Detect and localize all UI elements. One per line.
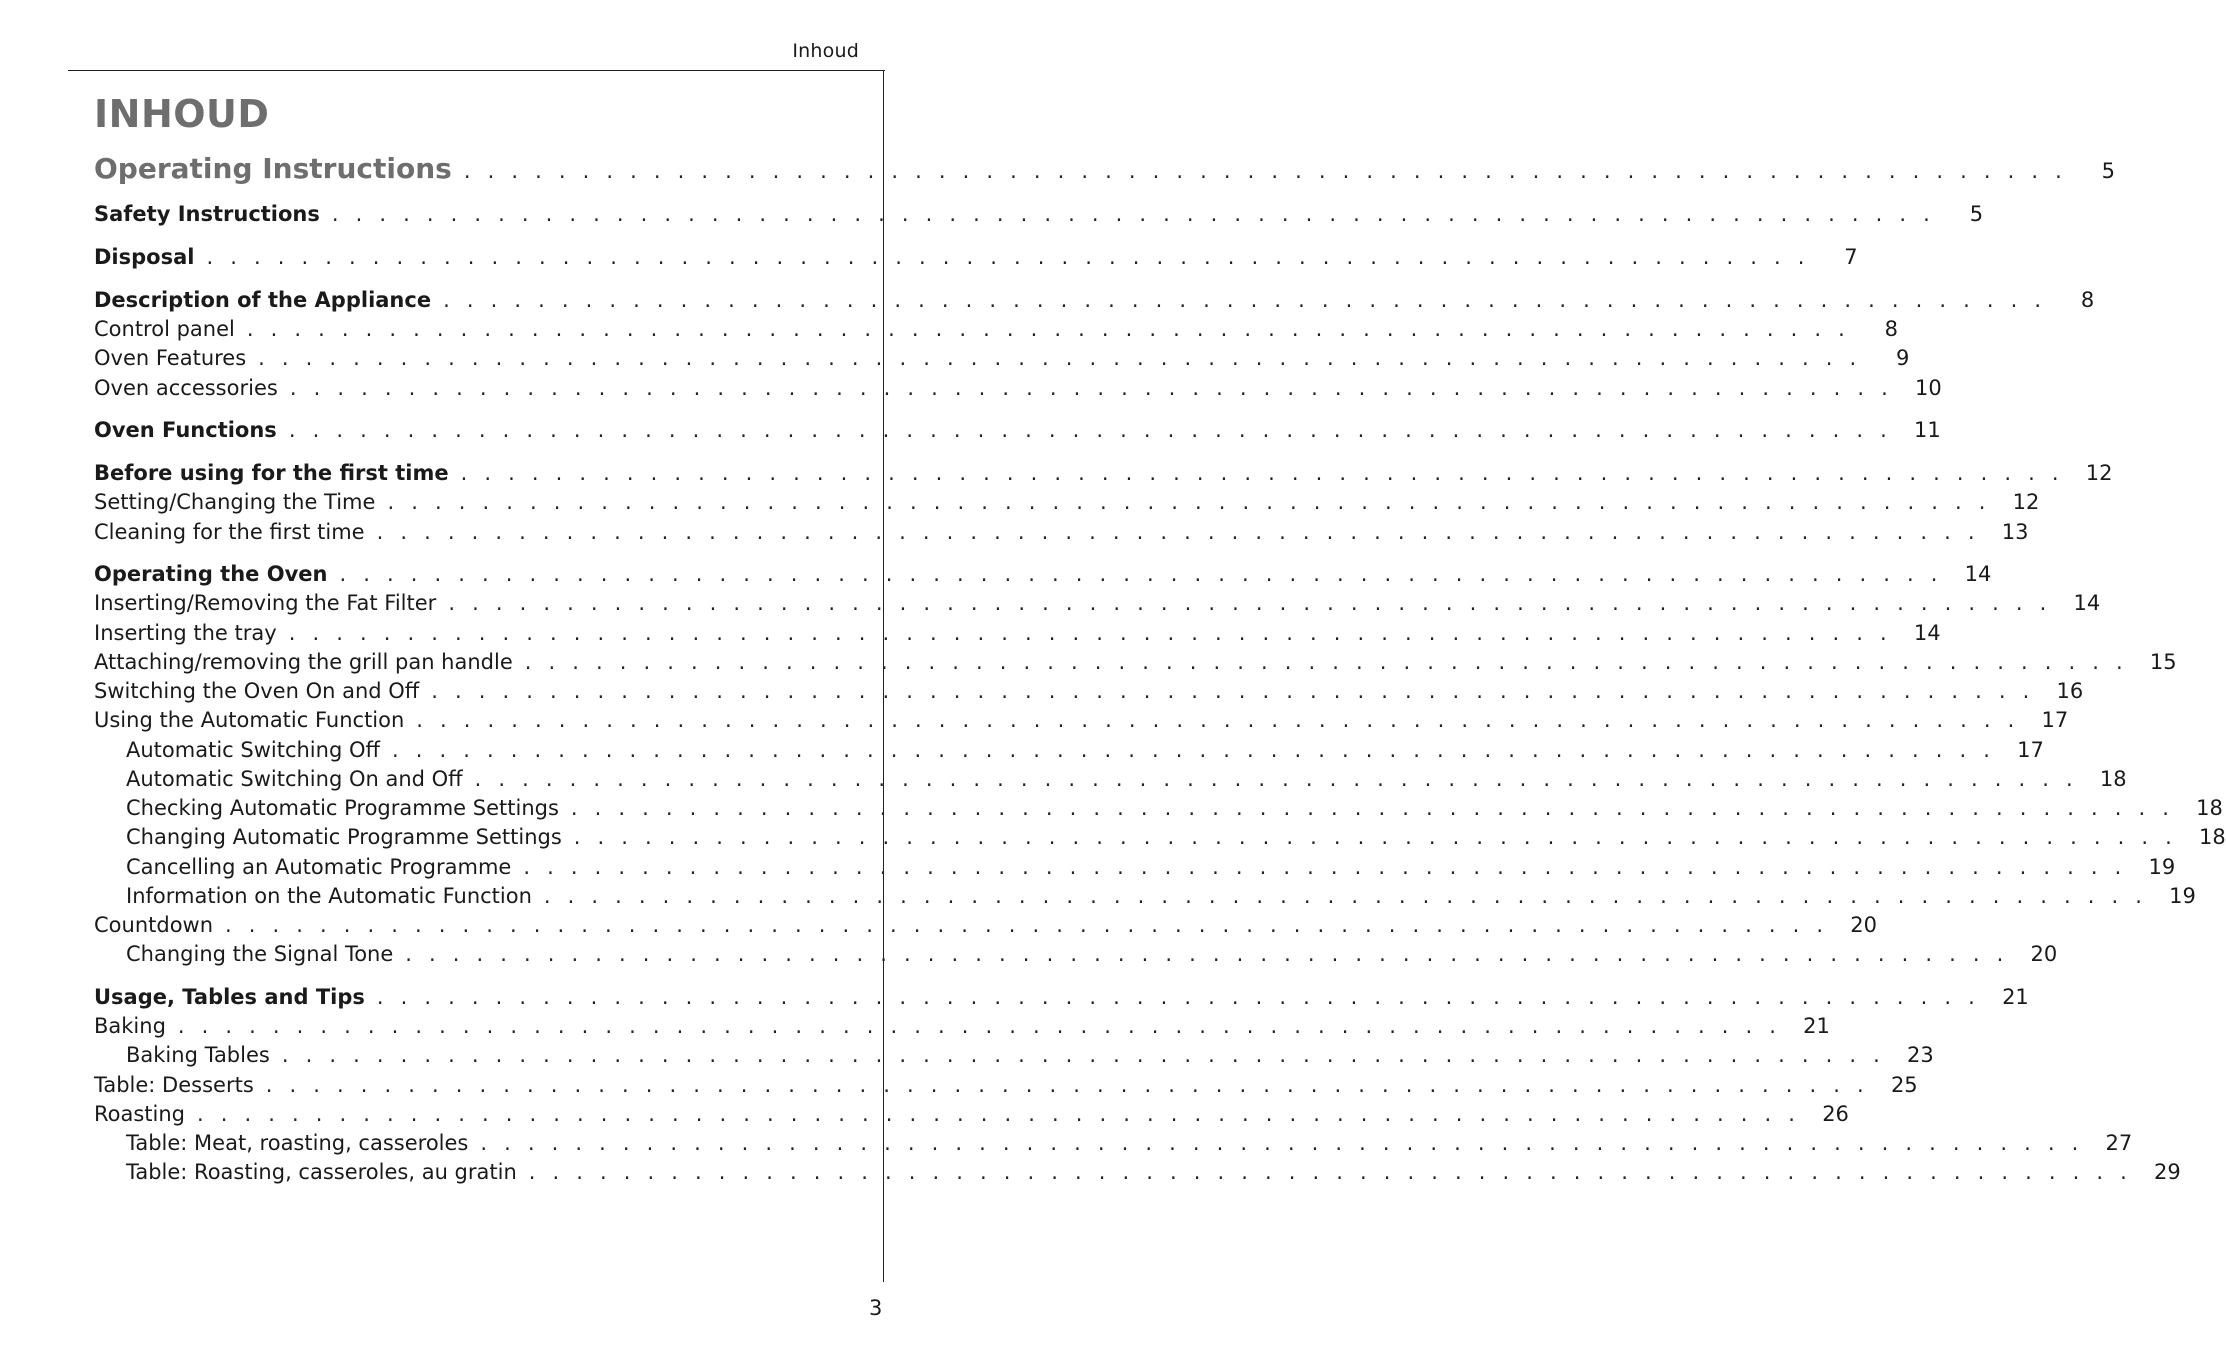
toc-entry[interactable] [94, 679, 2084, 709]
toc-entry[interactable] [94, 346, 1910, 376]
toc-entry[interactable] [126, 884, 2196, 914]
dot-leader: . . . . . . . . . . . . . . . . . . . . . . . . . . . . . . . . . . . . . . . . . . . . . . . . . . . . . . . . . . . . . . . . . . . . [460, 461, 2064, 485]
toc-entry-label: Automatic Switching On and Off [126, 767, 463, 791]
toc-entry-page: 23 [1907, 1043, 1934, 1067]
toc-entry-page: 18 [2196, 796, 2223, 820]
toc-entry[interactable] [126, 767, 2127, 797]
toc-entry[interactable] [126, 1043, 1934, 1073]
toc-entry-label: Inserting the tray [94, 621, 277, 645]
toc-entry[interactable] [94, 1014, 1830, 1044]
toc-entry-label: Changing Automatic Programme Settings [126, 825, 562, 849]
toc-entry-label: Attaching/removing the grill pan handle [94, 650, 513, 674]
toc-entry-label: Baking [94, 1014, 166, 1038]
toc-entry-page: 10 [1914, 376, 1942, 400]
toc-entry-page: 27 [2105, 1131, 2133, 1155]
toc-entry-page: 20 [1850, 913, 1877, 937]
toc-entry-label: Before using for the first time [94, 461, 449, 485]
dot-leader: . . . . . . . . . . . . . . . . . . . . . . . . . . . . . . . . . . . . . . . . . . . . . . . . . . . . . . . . . . . . . . . . . . . . [258, 346, 1862, 370]
dot-leader: . . . . . . . . . . . . . . . . . . . . . . . . . . . . . . . . . . . . . . . . . . . . . . . . . . . . . . . . . . . . . . . . . . . . [206, 245, 1810, 269]
toc-entry-page: 11 [1913, 418, 1941, 442]
toc-entry-label: Baking Tables [126, 1043, 270, 1067]
toc-entry-page: 12 [2012, 490, 2040, 514]
header-rule [68, 70, 885, 71]
toc-entry-page: 20 [2030, 942, 2058, 966]
dot-leader: . . . . . . . . . . . . . . . . . . . . . . . . . . . . . . . . . . . . . . . . . . . . . . . . . . . . . . . . . . . . . . . . . . . . [288, 418, 1892, 442]
toc-entry-page: 14 [1964, 562, 1992, 586]
toc-entry-label: Countdown [94, 913, 214, 937]
toc-entry[interactable] [94, 708, 2069, 738]
toc-entry-label: Table: Roasting, casseroles, au gratin [126, 1160, 517, 1184]
toc-entry[interactable] [94, 317, 1899, 347]
toc-entry-page: 26 [1822, 1102, 1849, 1126]
toc-entry-page: 15 [2149, 650, 2177, 674]
dot-leader: . . . . . . . . . . . . . . . . . . . . . . . . . . . . . . . . . . . . . . . . . . . . . . . . . . . . . . . . . . . . . . . . . . . . [281, 1043, 1886, 1067]
toc-entry-page: 12 [2085, 461, 2113, 485]
toc-entry-page: 14 [1913, 621, 1941, 645]
toc-entry[interactable] [126, 1160, 2181, 1190]
toc-entry[interactable] [126, 1131, 2133, 1161]
toc-entry[interactable] [126, 825, 2226, 855]
toc-entry-label: Setting/Changing the Time [94, 490, 376, 514]
toc-entry-page: 9 [1895, 346, 1910, 370]
toc-entry-label: Oven accessories [94, 376, 278, 400]
dot-leader: . . . . . . . . . . . . . . . . . . . . . . . . . . . . . . . . . . . . . . . . . . . . . . . . . . . . . . . . . . . . . . . . . . . . [448, 591, 2052, 615]
toc-entry-page: 14 [2073, 591, 2101, 615]
toc-entry-page: 29 [2153, 1160, 2181, 1184]
toc-entry[interactable] [94, 621, 1941, 651]
dot-leader: . . . . . . . . . . . . . . . . . . . . . . . . . . . . . . . . . . . . . . . . . . . . . . . . . . . . . . . . . . . . . . . . . . . . [331, 202, 1936, 226]
dot-leader: . . . . . . . . . . . . . . . . . . . . . . . . . . . . . . . . . . . . . . . . . . . . . . . . . . . . . . . . . . . . . . . . . . . . [376, 520, 1980, 544]
toc-entry-label: Oven Features [94, 346, 247, 370]
toc-entry[interactable] [94, 288, 2095, 318]
toc-entry-label: Table: Desserts [94, 1073, 254, 1097]
dot-leader: . . . . . . . . . . . . . . . . . . . . . . . . . . . . . . . . . . . . . . . . . . . . . . . . . . . . . . . . . . . . . . . . . . . . [480, 1131, 2084, 1155]
toc-entry-page: 13 [2001, 520, 2029, 544]
toc-entry[interactable] [94, 1102, 1849, 1132]
toc-entry[interactable] [94, 202, 1984, 232]
dot-leader: . . . . . . . . . . . . . . . . . . . . . . . . . . . . . . . . . . . . . . . . . . . . . . . . . . . . . . . . . . . . . . . . . . . . [543, 884, 2148, 908]
toc-entry-label: Oven Functions [94, 418, 277, 442]
toc-entry-label: Cancelling an Automatic Programme [126, 855, 512, 879]
running-header: Inhoud [792, 40, 859, 62]
dot-leader: . . . . . . . . . . . . . . . . . . . . . . . . . . . . . . . . . . . . . . . . . . . . . . . . . . . . . . . . . . . . . . . . . . . . [573, 825, 2177, 849]
dot-leader: . . . . . . . . . . . . . . . . . . . . . . . . . . . . . . . . . . . . . . . . . . . . . . . . . . . . . . . . . . . . . . . . . . . . [528, 1160, 2132, 1184]
dot-leader: . . . . . . . . . . . . . . . . . . . . . . . . . . . . . . . . . . . . . . . . . . . . . . . . . . . . . . . . . . . . . . . . . . . . [197, 1102, 1801, 1126]
toc-entry[interactable] [94, 152, 2115, 192]
toc-entry[interactable] [126, 738, 2044, 768]
toc-entry[interactable] [94, 490, 2040, 520]
toc-entry[interactable] [126, 942, 2058, 972]
page-title: INHOUD [94, 92, 270, 136]
toc-entry-page: 19 [2169, 884, 2196, 908]
toc-entry[interactable] [94, 520, 2029, 550]
toc-entry[interactable] [94, 418, 1941, 448]
dot-leader: . . . . . . . . . . . . . . . . . . . . . . . . . . . . . . . . . . . . . . . . . . . . . . . . . . . . . . . . . . . . . . . . . . . . [474, 767, 2078, 791]
toc-entry-label: Disposal [94, 245, 195, 269]
toc-entry-label: Roasting [94, 1102, 186, 1126]
dot-leader: . . . . . . . . . . . . . . . . . . . . . . . . . . . . . . . . . . . . . . . . . . . . . . . . . . . . . . . . . . . . . . . . . . . . [523, 855, 2127, 879]
toc-entry-label: Operating Instructions [94, 152, 452, 185]
toc-entry-page: 21 [1803, 1014, 1830, 1038]
toc-entry-page: 7 [1844, 245, 1858, 269]
toc-entry-page: 5 [1969, 202, 1984, 226]
toc-entry-label: Safety Instructions [94, 202, 320, 226]
dot-leader: . . . . . . . . . . . . . . . . . . . . . . . . . . . . . . . . . . . . . . . . . . . . . . . . . . . . . . . . . . . . . . . . . . . . [570, 796, 2175, 820]
dot-leader: . . . . . . . . . . . . . . . . . . . . . . . . . . . . . . . . . . . . . . . . . . . . . . . . . . . . . . . . . . . . . . . . . . . . [463, 159, 2067, 183]
toc-entry-label: Control panel [94, 317, 235, 341]
toc-entry[interactable] [126, 855, 2176, 885]
toc-entry-label: Table: Meat, roasting, casseroles [126, 1131, 469, 1155]
toc-entry-label: Switching the Oven On and Off [94, 679, 420, 703]
toc-entry-label: Using the Automatic Function [94, 708, 405, 732]
toc-entry-page: 18 [2099, 767, 2127, 791]
toc-entry-label: Cleaning for the first time [94, 520, 365, 544]
toc-entry-page: 16 [2056, 679, 2084, 703]
dot-leader: . . . . . . . . . . . . . . . . . . . . . . . . . . . . . . . . . . . . . . . . . . . . . . . . . . . . . . . . . . . . . . . . . . . . [225, 913, 1829, 937]
toc-entry-page: 8 [1884, 317, 1899, 341]
toc-entry-label: Inserting/Removing the Fat Filter [94, 591, 437, 615]
toc-entry[interactable] [94, 461, 2113, 491]
toc-entry[interactable] [94, 1073, 1918, 1103]
toc-entry-page: 8 [2080, 288, 2095, 312]
toc-entry-page: 18 [2198, 825, 2226, 849]
toc-entry-label: Changing the Signal Tone [126, 942, 394, 966]
toc-entry-page: 17 [2041, 708, 2069, 732]
dot-leader: . . . . . . . . . . . . . . . . . . . . . . . . . . . . . . . . . . . . . . . . . . . . . . . . . . . . . . . . . . . . . . . . . . . . [443, 288, 2047, 312]
dot-leader: . . . . . . . . . . . . . . . . . . . . . . . . . . . . . . . . . . . . . . . . . . . . . . . . . . . . . . . . . . . . . . . . . . . . [177, 1014, 1782, 1038]
dot-leader: . . . . . . . . . . . . . . . . . . . . . . . . . . . . . . . . . . . . . . . . . . . . . . . . . . . . . . . . . . . . . . . . . . . . [376, 985, 1981, 1009]
dot-leader: . . . . . . . . . . . . . . . . . . . . . . . . . . . . . . . . . . . . . . . . . . . . . . . . . . . . . . . . . . . . . . . . . . . . [387, 490, 1991, 514]
toc-entry-label: Automatic Switching Off [126, 738, 380, 762]
toc-entry-page: 17 [2017, 738, 2044, 762]
toc-entry-label: Checking Automatic Programme Settings [126, 796, 559, 820]
dot-leader: . . . . . . . . . . . . . . . . . . . . . . . . . . . . . . . . . . . . . . . . . . . . . . . . . . . . . . . . . . . . . . . . . . . . [265, 1073, 1869, 1097]
dot-leader: . . . . . . . . . . . . . . . . . . . . . . . . . . . . . . . . . . . . . . . . . . . . . . . . . . . . . . . . . . . . . . . . . . . . [339, 562, 1943, 586]
toc-entry[interactable] [126, 796, 2223, 826]
toc-entry-page: 21 [2002, 985, 2029, 1009]
toc-entry[interactable] [94, 245, 1858, 275]
toc-entry-page: 25 [1890, 1073, 1918, 1097]
dot-leader: . . . . . . . . . . . . . . . . . . . . . . . . . . . . . . . . . . . . . . . . . . . . . . . . . . . . . . . . . . . . . . . . . . . . [288, 621, 1892, 645]
toc-entry[interactable] [94, 562, 1992, 592]
dot-leader: . . . . . . . . . . . . . . . . . . . . . . . . . . . . . . . . . . . . . . . . . . . . . . . . . . . . . . . . . . . . . . . . . . . . [431, 679, 2035, 703]
toc-entry[interactable] [94, 985, 2029, 1015]
dot-leader: . . . . . . . . . . . . . . . . . . . . . . . . . . . . . . . . . . . . . . . . . . . . . . . . . . . . . . . . . . . . . . . . . . . . [246, 317, 1851, 341]
page-number: 3 [869, 1296, 883, 1320]
dot-leader: . . . . . . . . . . . . . . . . . . . . . . . . . . . . . . . . . . . . . . . . . . . . . . . . . . . . . . . . . . . . . . . . . . . . [289, 376, 1893, 400]
toc-entry-label: Operating the Oven [94, 562, 328, 586]
toc-entry[interactable] [94, 591, 2101, 621]
toc-entry[interactable] [94, 913, 1877, 943]
toc-entry[interactable] [94, 650, 2177, 680]
dot-leader: . . . . . . . . . . . . . . . . . . . . . . . . . . . . . . . . . . . . . . . . . . . . . . . . . . . . . . . . . . . . . . . . . . . . [416, 708, 2020, 732]
dot-leader: . . . . . . . . . . . . . . . . . . . . . . . . . . . . . . . . . . . . . . . . . . . . . . . . . . . . . . . . . . . . . . . . . . . . [405, 942, 2009, 966]
toc-entry[interactable] [94, 376, 1942, 406]
toc-entry-page: 5 [2101, 159, 2115, 183]
toc-entry-label: Information on the Automatic Function [126, 884, 532, 908]
dot-leader: . . . . . . . . . . . . . . . . . . . . . . . . . . . . . . . . . . . . . . . . . . . . . . . . . . . . . . . . . . . . . . . . . . . . [391, 738, 1996, 762]
toc-entry-label: Description of the Appliance [94, 288, 432, 312]
dot-leader: . . . . . . . . . . . . . . . . . . . . . . . . . . . . . . . . . . . . . . . . . . . . . . . . . . . . . . . . . . . . . . . . . . . . [524, 650, 2128, 674]
toc-entry-page: 19 [2148, 855, 2176, 879]
toc-entry-label: Usage, Tables and Tips [94, 985, 365, 1009]
